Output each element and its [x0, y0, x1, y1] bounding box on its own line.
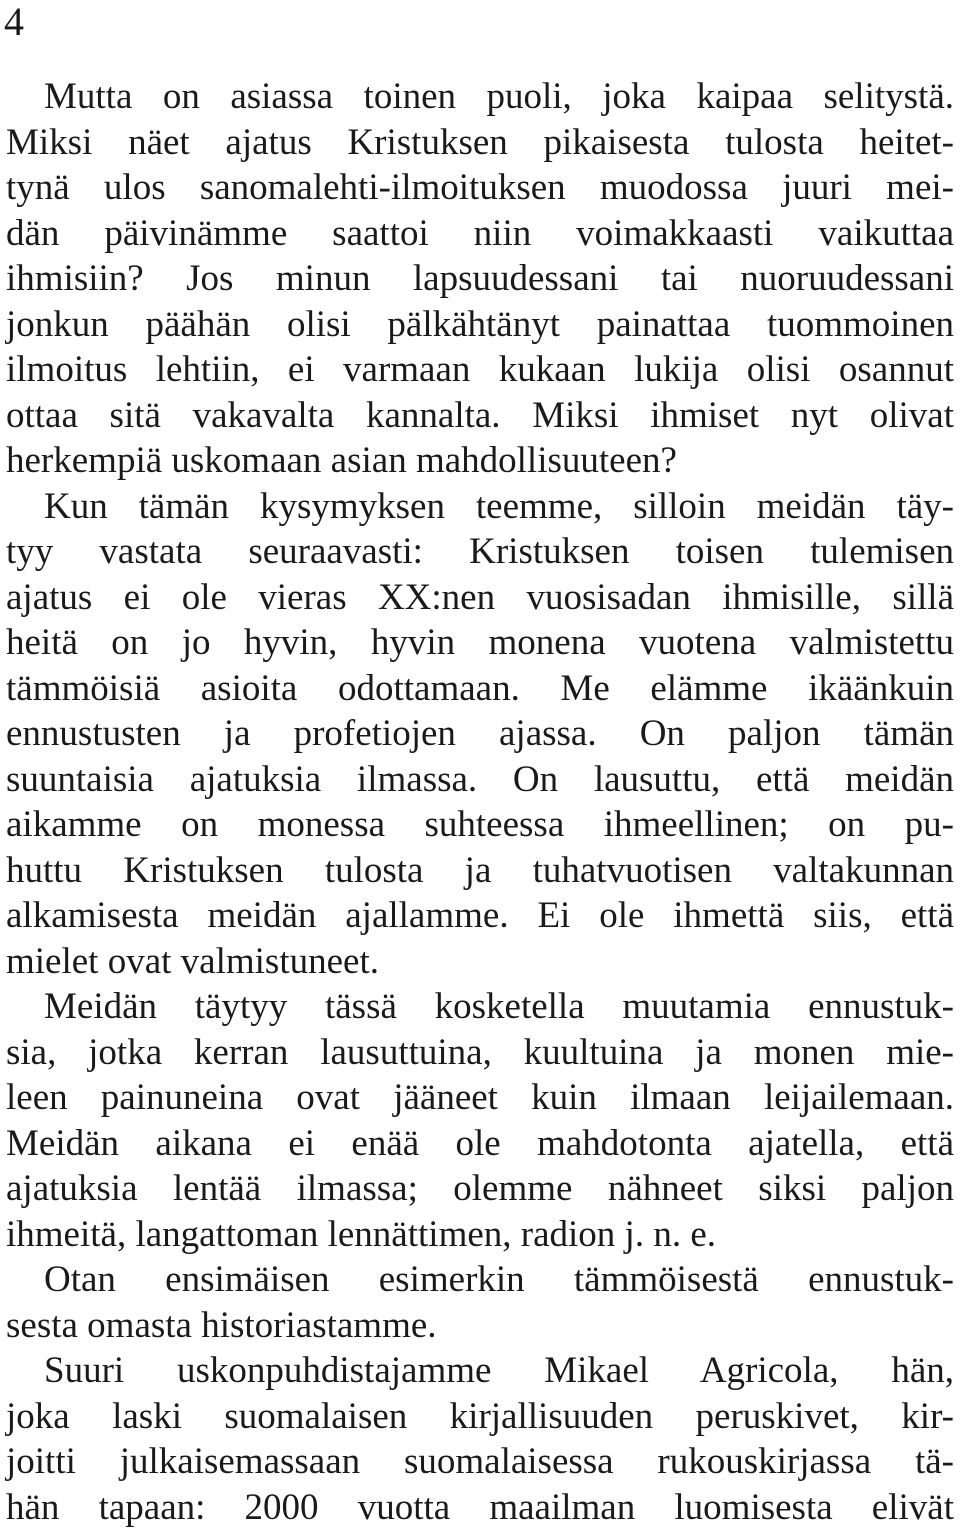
paragraph — [6, 74, 954, 484]
text-line: Meidän täytyy tässä kosketella muutamia ennustuk- — [6, 984, 954, 1030]
text-line: aikamme on monessa suhteessa ihmeellinen; on pu- — [6, 802, 954, 848]
text-line: ajatus ei ole vieras XX:nen vuosisadan ihmisille, sillä — [6, 575, 954, 621]
paragraph — [6, 1257, 954, 1348]
text-line: alkamisesta meidän ajallamme. Ei ole ihmettä siis, että — [6, 893, 954, 939]
text-line: tynä ulos sanomalehti-ilmoituksen muodossa juuri mei- — [6, 165, 954, 211]
text-line: Kun tämän kysymyksen teemme, silloin meidän täy- — [6, 484, 954, 530]
text-line: Otan ensimäisen esimerkin tämmöisestä ennustuk- — [6, 1257, 954, 1303]
text-line: joitti julkaisemassaan suomalaisessa rukouskirjassa tä- — [6, 1439, 954, 1485]
text-line: tämmöisiä asioita odottamaan. Me elämme ikäänkuin — [6, 666, 954, 712]
text-line: mielet ovat valmistuneet. — [6, 939, 954, 985]
text-line: Mutta on asiassa toinen puoli, joka kaipaa selitystä. — [6, 74, 954, 120]
text-line: jonkun päähän olisi pälkähtänyt painattaa tuommoinen — [6, 302, 954, 348]
paragraph — [6, 984, 954, 1257]
text-line: leen painuneina ovat jääneet kuin ilmaan leijailemaan. — [6, 1075, 954, 1121]
text-line: joka laski suomalaisen kirjallisuuden peruskivet, kir- — [6, 1394, 954, 1440]
text-line: sia, jotka kerran lausuttuina, kuultuina ja monen mie- — [6, 1030, 954, 1076]
text-line: ottaa sitä vakavalta kannalta. Miksi ihmiset nyt olivat — [6, 393, 954, 439]
text-line: heitä on jo hyvin, hyvin monena vuotena valmistettu — [6, 620, 954, 666]
text-line: tyy vastata seuraavasti: Kristuksen toisen tulemisen — [6, 529, 954, 575]
text-line: ihmisiin? Jos minun lapsuudessani tai nuoruudessani — [6, 256, 954, 302]
text-line: ajatuksia lentää ilmassa; olemme nähneet siksi paljon — [6, 1166, 954, 1212]
paragraph — [6, 1348, 954, 1530]
text-line: herkempiä uskomaan asian mahdollisuuteen? — [6, 438, 954, 484]
text-line: hän tapaan: 2000 vuotta maailman luomisesta elivät — [6, 1485, 954, 1530]
text-line: ihmeitä, langattoman lennättimen, radion j. n. e. — [6, 1212, 954, 1258]
text-line: sesta omasta historiastamme. — [6, 1303, 954, 1349]
text-line: dän päivinämme saattoi niin voimakkaasti vaikuttaa — [6, 211, 954, 257]
text-line: suuntaisia ajatuksia ilmassa. On lausuttu, että meidän — [6, 757, 954, 803]
text-line: ilmoitus lehtiin, ei varmaan kukaan lukija olisi osannut — [6, 347, 954, 393]
paragraph — [6, 484, 954, 985]
text-line: Suuri uskonpuhdistajamme Mikael Agricola, hän, — [6, 1348, 954, 1394]
text-line: Meidän aikana ei enää ole mahdotonta ajatella, että — [6, 1121, 954, 1167]
page-number: 4 — [4, 0, 24, 44]
text-line: huttu Kristuksen tulosta ja tuhatvuotisen valtakunnan — [6, 848, 954, 894]
text-line: Miksi näet ajatus Kristuksen pikaisesta tulosta heitet- — [6, 120, 954, 166]
body-text — [6, 74, 954, 1530]
text-line: ennustusten ja profetiojen ajassa. On paljon tämän — [6, 711, 954, 757]
